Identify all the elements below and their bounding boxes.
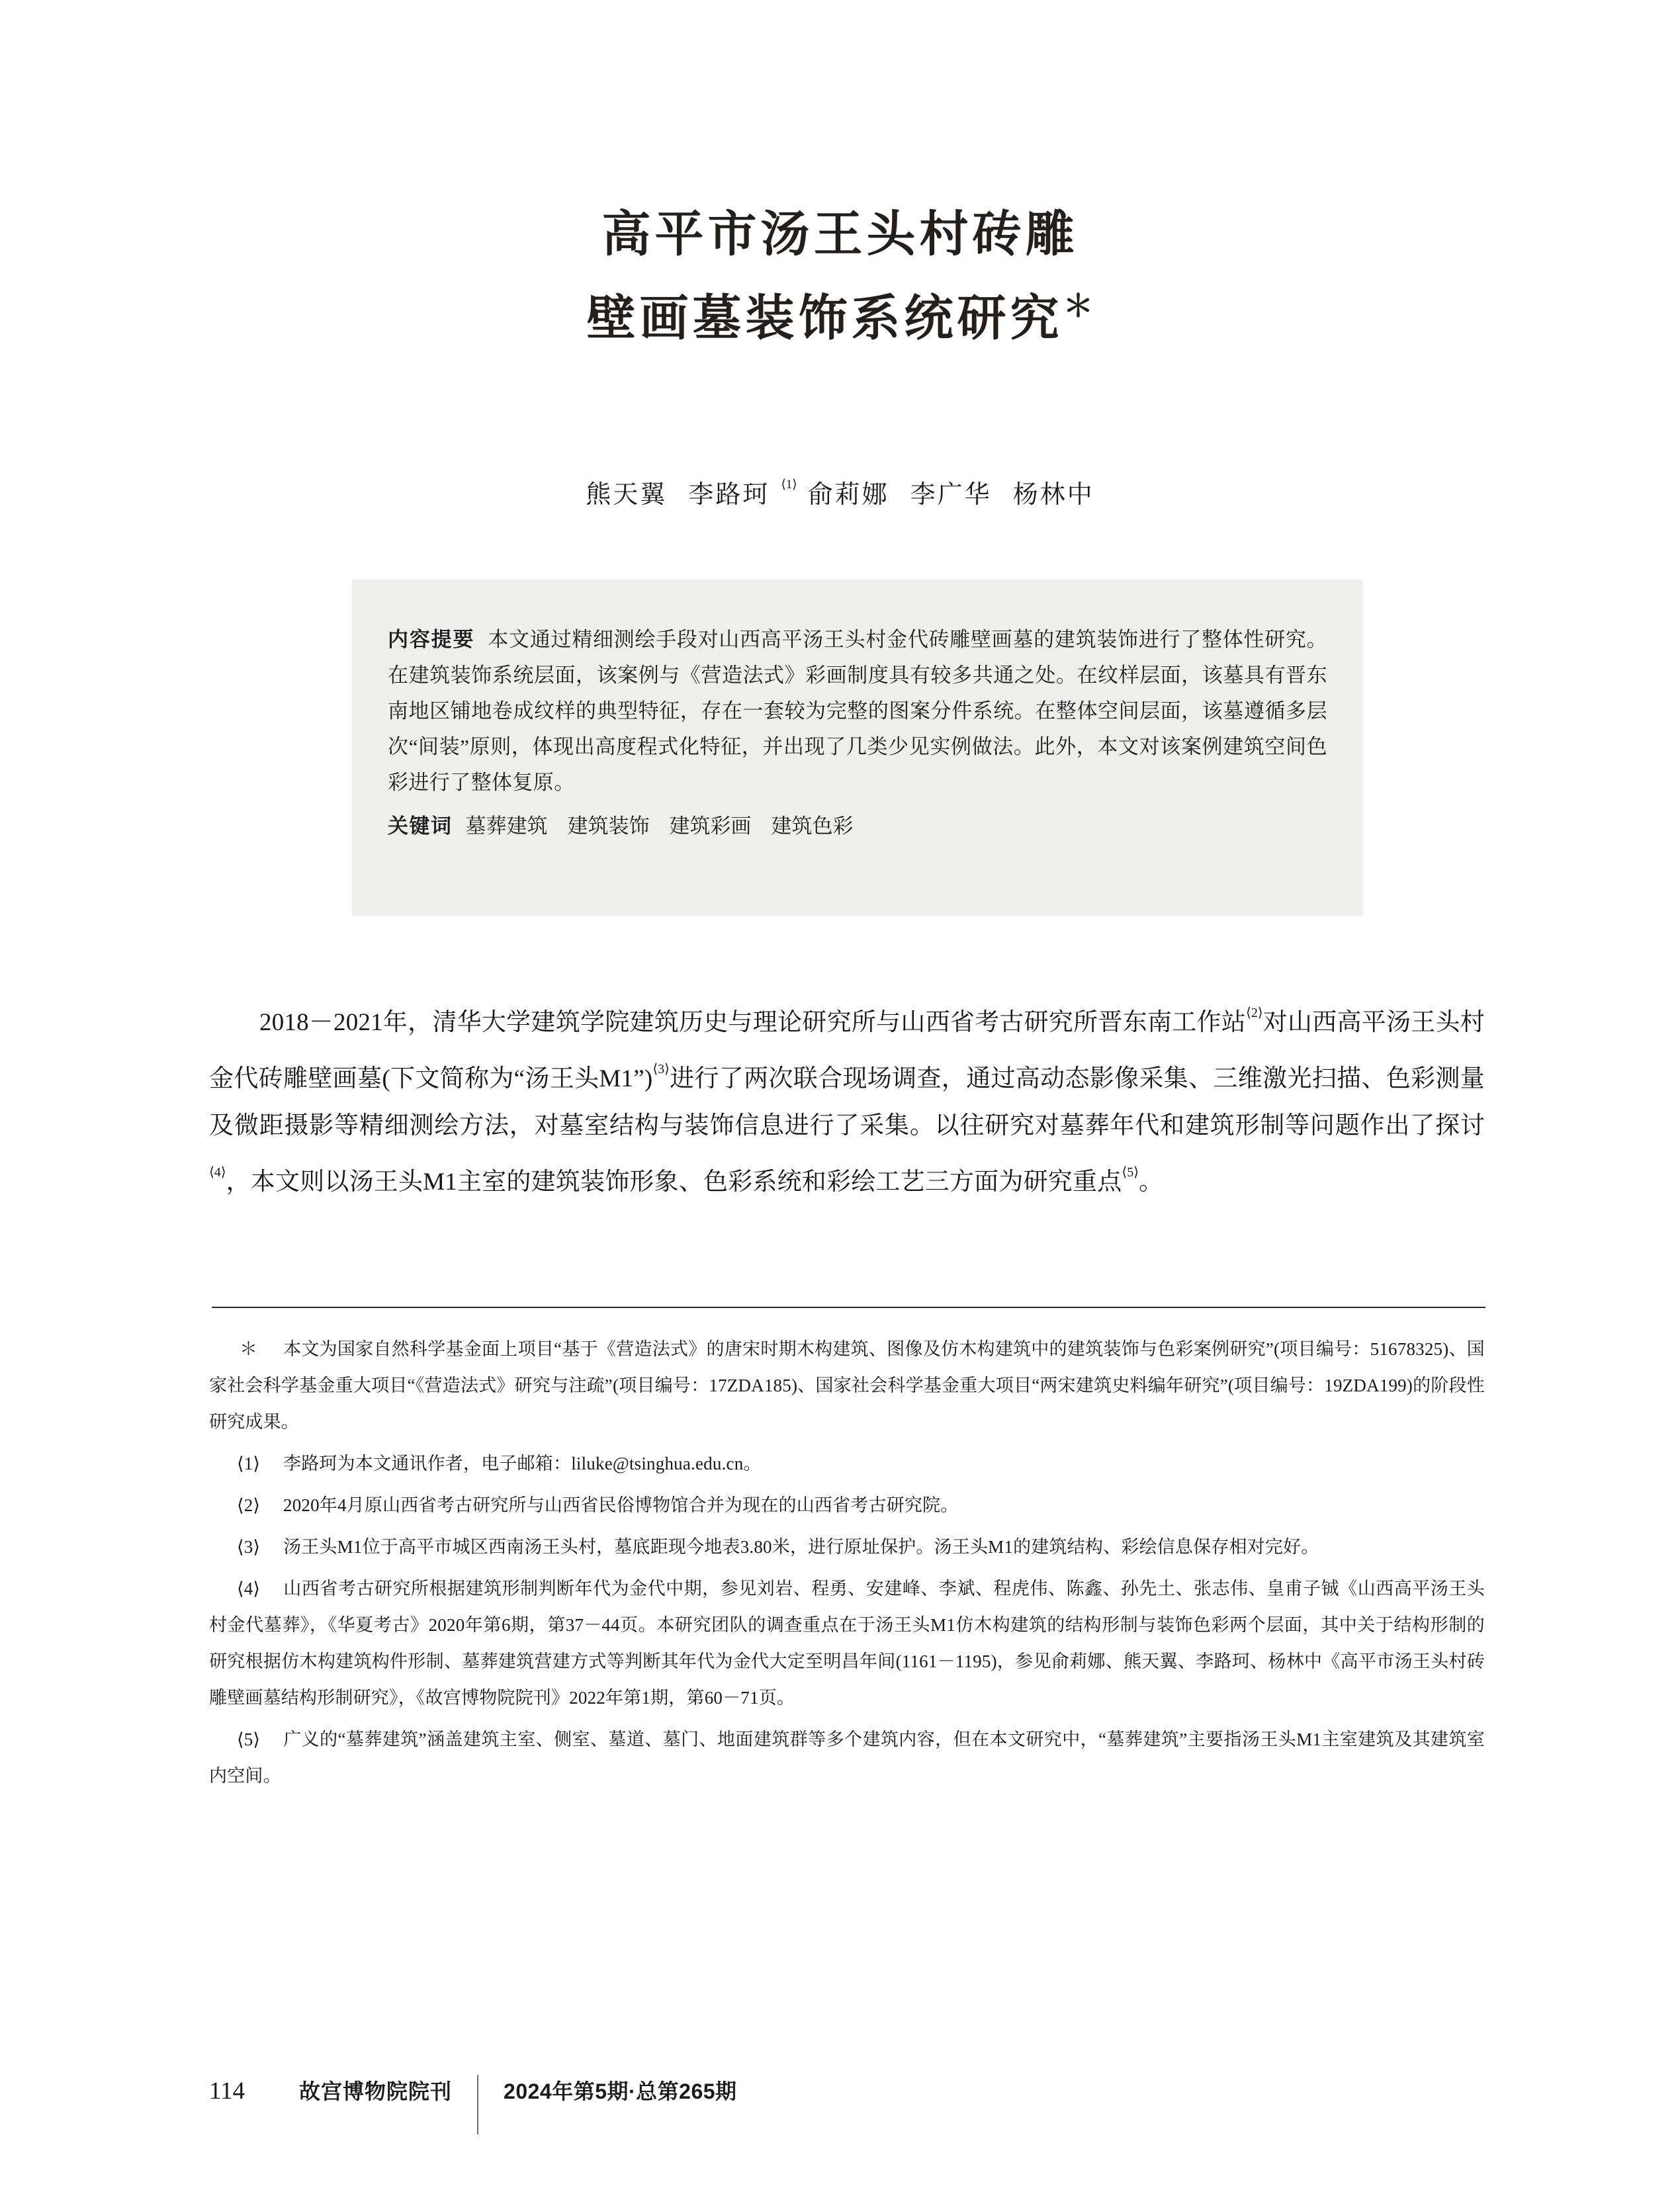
body-footnote-marker-3: ⟨3⟩	[652, 1062, 670, 1076]
body-segment-a: 2018－2021年，清华大学建筑学院建筑历史与理论研究所与山西省考古研究所晋东南工作站	[259, 1009, 1247, 1036]
footnote-marker-5: ⟨5⟩	[237, 1729, 261, 1749]
footer-divider	[477, 2075, 478, 2134]
keyword-3: 建筑彩画	[669, 814, 752, 838]
issue-info: 2024年第5期·总第265期	[504, 2079, 737, 2103]
keywords-row	[388, 809, 1327, 844]
footnote-marker-2: ⟨2⟩	[237, 1495, 261, 1515]
abstract-label: 内容提要	[388, 628, 475, 651]
body-segment-d: ，本文则以汤王头M1主室的建筑装饰形象、色彩系统和彩绘工艺三方面为研究重点	[226, 1168, 1122, 1196]
title-line-2-text: 壁画墓装饰系统研究	[586, 290, 1063, 345]
body-segment-c: 进行了两次联合现场调查，通过高动态影像采集、三维激光扫描、色彩测量及微距摄影等精细测绘方法，对墓室结构与装饰信息进行了采集。以往研究对墓葬年代和建筑形制等问题作出了探讨	[209, 1065, 1485, 1139]
author-5: 杨林中	[1012, 481, 1094, 509]
body-footnote-marker-2: ⟨2⟩	[1246, 1006, 1263, 1020]
keywords-label: 关键词	[388, 814, 453, 838]
body-segment-e: 。	[1139, 1168, 1164, 1196]
title-footnote-asterisk: ＊	[1063, 288, 1094, 323]
body-footnote-marker-5: ⟨5⟩	[1122, 1165, 1139, 1180]
author-3: 俞莉娜	[807, 481, 889, 509]
title-line-2	[0, 270, 1680, 354]
footnote-text-3: 汤王头M1位于高平市城区西南汤王头村，墓底距现今地表3.80米，进行原址保护。汤王头M1的建筑结构、彩绘信息保存相对完好。	[283, 1537, 1319, 1557]
body-footnote-marker-4: ⟨4⟩	[209, 1165, 226, 1180]
body-segment-b: 对山西高平汤王头村金代砖雕壁画墓(下文简称为“汤王头M1”)	[209, 1009, 1485, 1092]
keyword-2: 建筑装饰	[567, 814, 650, 838]
abstract-paragraph	[388, 622, 1327, 801]
footnote-5	[209, 1722, 1485, 1794]
footnote-marker-1: ⟨1⟩	[237, 1454, 261, 1473]
footnote-text-1: 李路珂为本文通讯作者，电子邮箱：liluke@tsinghua.edu.cn。	[283, 1454, 762, 1473]
page-footer	[209, 2075, 1069, 2136]
footnote-separator-rule	[212, 1307, 1485, 1308]
footnote-text-5: 广义的“墓葬建筑”涵盖建筑主室、侧室、墓道、墓门、地面建筑群等多个建筑内容，但在本文研究中，“墓葬建筑”主要指汤王头M1主室建筑及其建筑室内空间。	[209, 1729, 1485, 1786]
footnote-2	[209, 1487, 1485, 1524]
footnote-3	[209, 1529, 1485, 1565]
footnote-text-4: 山西省考古研究所根据建筑形制判断年代为金代中期，参见刘岩、程勇、安建峰、李斌、程虎伟、陈鑫、孙先土、张志伟、皇甫子铖《山西高平汤王头村金代墓葬》，《华夏考古》2020年第6期，第37－44页。本研究团队的调查重点在于汤王头M1仿木构建筑的结构形制与装饰色彩两个层面，其中关于结构形制的研究根据仿木构建筑构件形制、墓葬建筑营建方式等判断其年代为金代大定至明昌年间(1161－1195)，参见俞莉娜、熊天翼、李路珂、杨林中《高平市汤王头村砖雕壁画墓结构形制研究》，《故宫博物院院刊》2022年第1期，第60－71页。	[209, 1579, 1485, 1708]
footnote-marker-3: ⟨3⟩	[237, 1537, 261, 1557]
footnote-marker-4: ⟨4⟩	[237, 1579, 261, 1598]
footnote-marker-asterisk: ＊	[240, 1339, 258, 1359]
abstract-text: 本文通过精细测绘手段对山西高平汤王头村金代砖雕壁画墓的建筑装饰进行了整体性研究。在建筑装饰系统层面，该案例与《营造法式》彩画制度具有较多共通之处。在纹样层面，该墓具有晋东南地区铺地卷成纹样的典型特征，存在一套较为完整的图案分件系统。在整体空间层面，该墓遵循多层次“间装”原则，体现出高度程式化特征，并出现了几类少见实例做法。此外，本文对该案例建筑空间色彩进行了整体复原。	[388, 628, 1328, 794]
footnote-asterisk	[209, 1331, 1485, 1440]
footnote-1	[209, 1446, 1485, 1482]
body-paragraph-1	[209, 990, 1485, 1205]
abstract-box	[352, 580, 1363, 916]
journal-name: 故宫博物院院刊	[299, 2079, 453, 2103]
footnote-4	[209, 1571, 1485, 1716]
author-1: 熊天翼	[586, 481, 668, 509]
keyword-4: 建筑色彩	[771, 814, 854, 838]
author-2: 李路珂	[688, 481, 770, 509]
page-title	[0, 198, 1680, 354]
footnote-list	[209, 1331, 1485, 1800]
title-line-1: 高平市汤王头村砖雕	[601, 206, 1079, 261]
page-number: 114	[209, 2078, 245, 2105]
keyword-1: 墓葬建筑	[465, 814, 548, 838]
footnote-text-2: 2020年4月原山西省考古研究所与山西省民俗博物馆合并为现在的山西省考古研究院。	[283, 1495, 959, 1515]
author-4: 李广华	[910, 481, 992, 509]
author-list	[0, 474, 1680, 510]
author-2-footnote-marker: ⟨1⟩	[781, 478, 797, 492]
footnote-text-asterisk: 本文为国家自然科学基金面上项目“基于《营造法式》的唐宋时期木构建筑、图像及仿木构建筑中的建筑装饰与色彩案例研究”(项目编号：51678325)、国家社会科学基金重大项目“《营造法式》研究与注疏”(项目编号：17ZDA185)、国家社会科学基金重大项目“两宋建筑史料编年研究”(项目编号：19ZDA199)的阶段性研究成果。	[209, 1339, 1485, 1432]
